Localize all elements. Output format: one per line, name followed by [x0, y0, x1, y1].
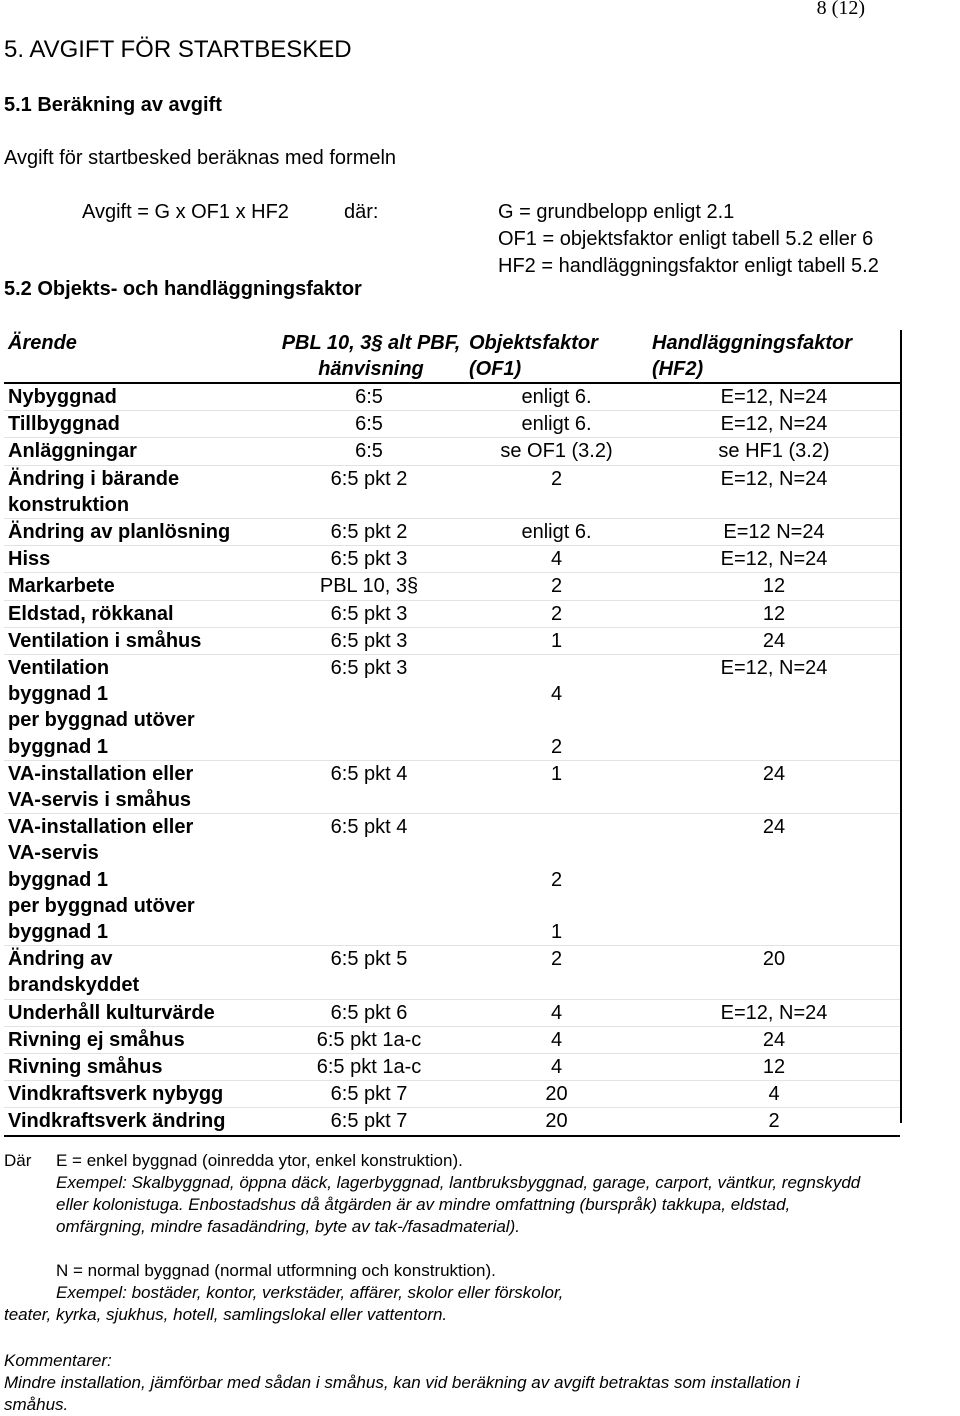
- cell-objektsfaktor: 4: [465, 999, 648, 1026]
- cell-pbl: 6:5 pkt 3: [273, 600, 465, 627]
- cell-arende: Nybyggnad: [4, 383, 273, 411]
- cell-arende: Rivning småhus: [4, 1054, 273, 1081]
- cell-handlaggningsfaktor: 24: [648, 760, 900, 813]
- page-number: 8 (12): [816, 0, 865, 19]
- cell-objektsfaktor: enligt 6.: [465, 383, 648, 411]
- cell-handlaggningsfaktor: E=12, N=24: [648, 465, 900, 518]
- cell-pbl: 6:5: [273, 411, 465, 438]
- cell-objektsfaktor: 20: [465, 1081, 648, 1108]
- cell-handlaggningsfaktor: E=12, N=24: [648, 383, 900, 411]
- cell-arende: Eldstad, rökkanal: [4, 600, 273, 627]
- header-pbl: [273, 330, 465, 383]
- cell-objektsfaktor: 2: [465, 573, 648, 600]
- cell-arende: Rivning ej småhus: [4, 1026, 273, 1053]
- table-row: [4, 383, 900, 411]
- cell-pbl: 6:5 pkt 4: [273, 814, 465, 946]
- definition-of1: OF1 = objektsfaktor enligt tabell 5.2 eller 6: [498, 228, 874, 250]
- subsection-heading: 5.1 Beräkning av avgift: [4, 94, 222, 116]
- footnote-n-example-2: teater, kyrka, sjukhus, hotell, samlingslokal eller vattentorn.: [4, 1305, 448, 1324]
- table-row: [4, 1108, 900, 1136]
- cell-handlaggningsfaktor: 24: [648, 627, 900, 654]
- cell-objektsfaktor: 2 1: [465, 814, 648, 946]
- cell-pbl: 6:5 pkt 3: [273, 546, 465, 573]
- cell-arende: Vindkraftsverk ändring: [4, 1108, 273, 1136]
- header-handlaggningsfaktor: Handläggningsfaktor (HF2): [648, 330, 900, 383]
- comments-title: Kommentarer:: [4, 1351, 112, 1370]
- table-row: [4, 465, 900, 518]
- footnote-e-definition: E = enkel byggnad (oinredda ytor, enkel konstruktion).: [56, 1151, 463, 1170]
- table-row: [4, 1081, 900, 1108]
- cell-handlaggningsfaktor: 20: [648, 946, 900, 999]
- header-objektsfaktor: Objektsfaktor (OF1): [465, 330, 648, 383]
- cell-handlaggningsfaktor: E=12, N=24: [648, 999, 900, 1026]
- section-heading: 5. AVGIFT FÖR STARTBESKED: [4, 36, 352, 63]
- cell-pbl: 6:5 pkt 7: [273, 1081, 465, 1108]
- cell-handlaggningsfaktor: 4: [648, 1081, 900, 1108]
- cell-arende: Markarbete: [4, 573, 273, 600]
- table-row: [4, 546, 900, 573]
- table-row: [4, 573, 900, 600]
- cell-handlaggningsfaktor: 2: [648, 1108, 900, 1136]
- table-row: [4, 438, 900, 465]
- cell-arende: Ändring av planlösning: [4, 519, 273, 546]
- cell-handlaggningsfaktor: 12: [648, 1054, 900, 1081]
- definition-g: G = grundbelopp enligt 2.1: [498, 201, 735, 223]
- cell-pbl: 6:5 pkt 1a-c: [273, 1026, 465, 1053]
- cell-handlaggningsfaktor: 12: [648, 573, 900, 600]
- cell-objektsfaktor: 4: [465, 546, 648, 573]
- cell-pbl: 6:5 pkt 7: [273, 1108, 465, 1136]
- cell-handlaggningsfaktor: E=12, N=24: [648, 411, 900, 438]
- table-row: [4, 999, 900, 1026]
- table-row: [4, 760, 900, 813]
- cell-arende: Ändring av brandskyddet: [4, 946, 273, 999]
- footnote-n-example-1: Exempel: bostäder, kontor, verkstäder, affärer, skolor eller förskolor,: [56, 1283, 564, 1302]
- cell-pbl: 6:5 pkt 6: [273, 999, 465, 1026]
- table-row: [4, 946, 900, 999]
- cell-arende: Ventilation byggnad 1 per byggnad utöver byggnad 1: [4, 655, 273, 761]
- cell-objektsfaktor: se OF1 (3.2): [465, 438, 648, 465]
- footnote-e: [56, 1150, 860, 1238]
- intro-text: Avgift för startbesked beräknas med formeln: [4, 147, 397, 169]
- cell-arende: Ventilation i småhus: [4, 627, 273, 654]
- cell-pbl: 6:5 pkt 1a-c: [273, 1054, 465, 1081]
- cell-handlaggningsfaktor: E=12 N=24: [648, 519, 900, 546]
- cell-objektsfaktor: 4: [465, 1026, 648, 1053]
- cell-arende: Underhåll kulturvärde: [4, 999, 273, 1026]
- cell-arende: Ändring i bärande konstruktion: [4, 465, 273, 518]
- definition-hf2: HF2 = handläggningsfaktor enligt tabell 5.2: [498, 255, 879, 277]
- table-row: [4, 519, 900, 546]
- cell-pbl: 6:5: [273, 383, 465, 411]
- cell-handlaggningsfaktor: E=12, N=24: [648, 655, 900, 761]
- footnote-e-example-2: eller kolonistuga. Enbostadshus då åtgärden är av mindre omfattning (burspråk) takkupa, eldstad,: [56, 1195, 791, 1214]
- table-row: [4, 411, 900, 438]
- cell-handlaggningsfaktor: se HF1 (3.2): [648, 438, 900, 465]
- table-row: [4, 627, 900, 654]
- cell-pbl: 6:5 pkt 2: [273, 465, 465, 518]
- formula-expression: Avgift = G x OF1 x HF2: [82, 201, 289, 223]
- footnote-label: Där: [4, 1151, 32, 1170]
- cell-objektsfaktor: enligt 6.: [465, 411, 648, 438]
- table-heading: 5.2 Objekts- och handläggningsfaktor: [4, 278, 362, 300]
- footnote-e-example-1: Exempel: Skalbyggnad, öppna däck, lagerbyggnad, lantbruksbyggnad, garage, carport, väntkur, regnskydd: [56, 1173, 861, 1192]
- comments-line-1: Mindre installation, jämförbar med sådan i småhus, kan vid beräkning av avgift betraktas som installation i: [4, 1373, 800, 1392]
- header-arende: Ärende: [4, 330, 273, 383]
- cell-objektsfaktor: 20: [465, 1108, 648, 1136]
- cell-handlaggningsfaktor: 12: [648, 600, 900, 627]
- table-row: [4, 655, 900, 761]
- header-pbl-label: PBL 10, 3§ alt PBF, hänvisning: [281, 332, 461, 380]
- cell-pbl: 6:5 pkt 4: [273, 760, 465, 813]
- cell-handlaggningsfaktor: E=12, N=24: [648, 546, 900, 573]
- cell-objektsfaktor: 2: [465, 465, 648, 518]
- footnote-e-example-3: omfärgning, mindre fasadändring, byte av tak-/fasadmaterial).: [56, 1217, 520, 1236]
- footnote-n: [56, 1260, 563, 1304]
- cell-arende: VA-installation eller VA-servis byggnad 1 per byggnad utöver byggnad 1: [4, 814, 273, 946]
- table-right-border: [900, 330, 902, 1123]
- cell-handlaggningsfaktor: 24: [648, 814, 900, 946]
- cell-arende: Anläggningar: [4, 438, 273, 465]
- cell-arende: VA-installation eller VA-servis i småhus: [4, 760, 273, 813]
- cell-handlaggningsfaktor: 24: [648, 1026, 900, 1053]
- cell-objektsfaktor: 4 2: [465, 655, 648, 761]
- table-header-row: [4, 330, 900, 383]
- table-row: [4, 1054, 900, 1081]
- comments: [4, 1350, 800, 1416]
- formula-where: där:: [344, 201, 379, 223]
- cell-pbl: 6:5 pkt 3: [273, 655, 465, 761]
- cell-objektsfaktor: 1: [465, 760, 648, 813]
- cell-objektsfaktor: enligt 6.: [465, 519, 648, 546]
- formula-definitions: [498, 199, 879, 280]
- comments-line-2: småhus.: [4, 1395, 69, 1414]
- formula: [82, 199, 378, 226]
- cell-pbl: 6:5 pkt 2: [273, 519, 465, 546]
- cell-pbl: 6:5 pkt 3: [273, 627, 465, 654]
- cell-arende: Hiss: [4, 546, 273, 573]
- cell-arende: Tillbyggnad: [4, 411, 273, 438]
- table-row: [4, 1026, 900, 1053]
- table-row: [4, 600, 900, 627]
- table-row: [4, 814, 900, 946]
- cell-objektsfaktor: 1: [465, 627, 648, 654]
- cell-pbl: 6:5: [273, 438, 465, 465]
- cell-pbl: PBL 10, 3§: [273, 573, 465, 600]
- footnote-n-definition: N = normal byggnad (normal utformning och konstruktion).: [56, 1261, 496, 1280]
- factor-table: [4, 330, 900, 1137]
- cell-objektsfaktor: 2: [465, 946, 648, 999]
- cell-pbl: 6:5 pkt 5: [273, 946, 465, 999]
- cell-objektsfaktor: 4: [465, 1054, 648, 1081]
- cell-objektsfaktor: 2: [465, 600, 648, 627]
- cell-arende: Vindkraftsverk nybygg: [4, 1081, 273, 1108]
